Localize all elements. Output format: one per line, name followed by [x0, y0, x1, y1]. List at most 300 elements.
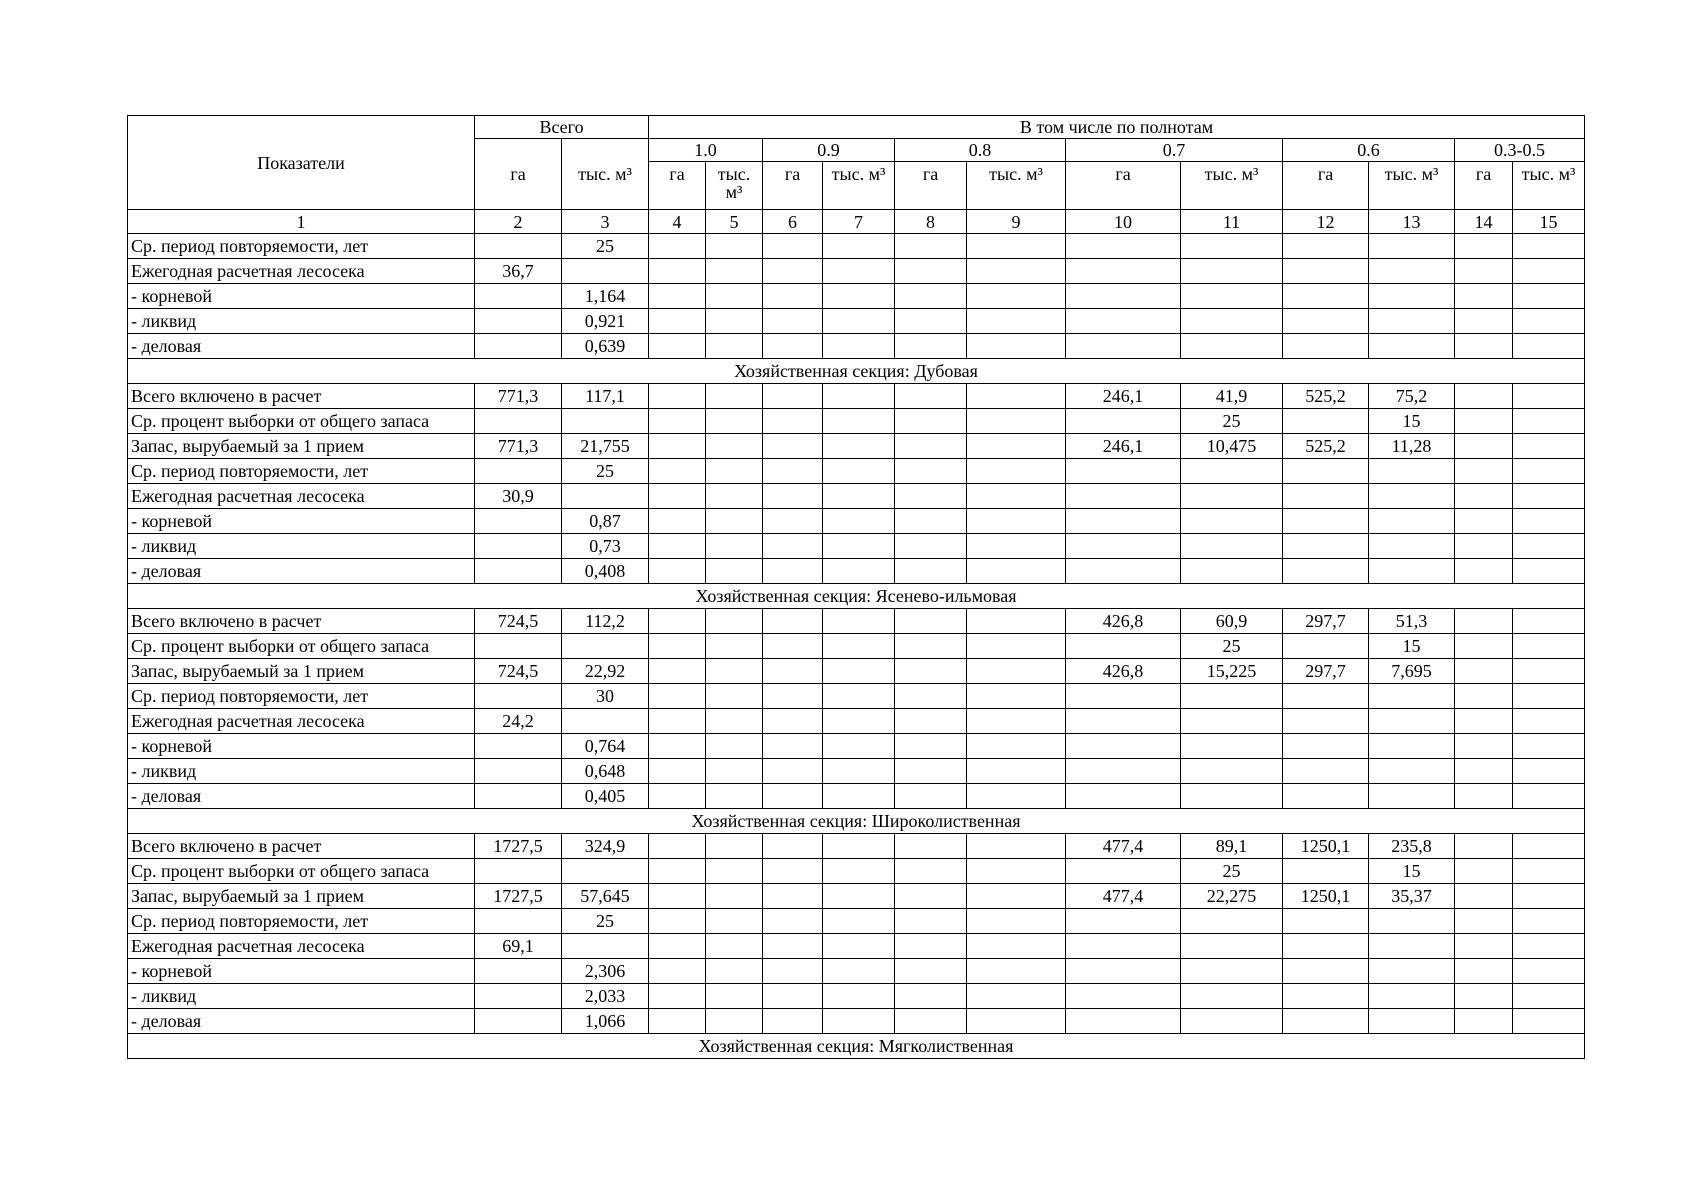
table-cell [1181, 759, 1283, 784]
section-title: Хозяйственная секция: Дубовая [128, 359, 1585, 384]
table-cell [649, 459, 706, 484]
header-by-density: В том числе по полнотам [649, 116, 1585, 139]
table-cell [1455, 434, 1513, 459]
table-cell: 30 [562, 684, 649, 709]
table-cell [763, 859, 823, 884]
row-label: - корневой [128, 284, 475, 309]
table-cell [823, 534, 895, 559]
table-cell: 246,1 [1066, 384, 1181, 409]
table-cell [649, 934, 706, 959]
table-cell [1066, 934, 1181, 959]
table-cell [823, 759, 895, 784]
table-cell [763, 784, 823, 809]
table-row [128, 884, 1585, 909]
table-cell [1513, 509, 1585, 534]
table-cell [475, 859, 562, 884]
table-cell [706, 434, 763, 459]
table-cell [562, 934, 649, 959]
table-cell: 35,37 [1369, 884, 1455, 909]
table-cell [763, 884, 823, 909]
table-cell [1455, 234, 1513, 259]
table-cell [763, 684, 823, 709]
table-cell: 25 [1181, 859, 1283, 884]
table-cell [763, 634, 823, 659]
table-cell [1066, 984, 1181, 1009]
table-cell [1513, 734, 1585, 759]
table-cell [1455, 684, 1513, 709]
table-cell [706, 659, 763, 684]
row-label: - ликвид [128, 984, 475, 1009]
table-cell [475, 234, 562, 259]
table-cell [1513, 384, 1585, 409]
table-cell [895, 459, 967, 484]
table-cell [823, 384, 895, 409]
row-label: - ликвид [128, 759, 475, 784]
table-cell [1455, 784, 1513, 809]
table-cell [1283, 859, 1369, 884]
table-cell [1369, 259, 1455, 284]
table-cell [895, 609, 967, 634]
table-cell [1513, 409, 1585, 434]
table-cell [823, 884, 895, 909]
table-row [128, 709, 1585, 734]
header-group: 0.3-0.5 [1455, 139, 1585, 162]
table-cell: 89,1 [1181, 834, 1283, 859]
table-cell [1283, 559, 1369, 584]
table-cell [967, 634, 1066, 659]
table-cell [763, 484, 823, 509]
header-vsego: Всего [475, 116, 649, 139]
table-cell [763, 459, 823, 484]
table-cell [1181, 934, 1283, 959]
table-cell [1369, 759, 1455, 784]
table-cell [649, 334, 706, 359]
column-number: 12 [1283, 210, 1369, 234]
table-cell [1181, 909, 1283, 934]
table-cell [1283, 334, 1369, 359]
table-cell: 297,7 [1283, 659, 1369, 684]
table-cell [895, 234, 967, 259]
row-label: Всего включено в расчет [128, 609, 475, 634]
table-cell [763, 559, 823, 584]
table-cell [562, 409, 649, 434]
table-cell [967, 384, 1066, 409]
table-row [128, 459, 1585, 484]
table-cell [1369, 984, 1455, 1009]
table-cell [895, 909, 967, 934]
table-row [128, 634, 1585, 659]
table-cell [1181, 234, 1283, 259]
table-cell [967, 259, 1066, 284]
table-cell: 246,1 [1066, 434, 1181, 459]
table-row [128, 259, 1585, 284]
section-row [128, 584, 1585, 609]
table-cell [967, 834, 1066, 859]
column-number: 2 [475, 210, 562, 234]
table-cell [475, 1009, 562, 1034]
table-cell: 25 [562, 909, 649, 934]
table-cell [649, 634, 706, 659]
table-cell [823, 1009, 895, 1034]
table-cell [823, 909, 895, 934]
allowable-cut-table [127, 115, 1585, 1059]
table-cell [823, 859, 895, 884]
header-pokazateli: Показатели [128, 116, 475, 210]
table-cell [823, 334, 895, 359]
row-label: - корневой [128, 734, 475, 759]
table-cell [649, 509, 706, 534]
table-cell [967, 984, 1066, 1009]
header-sub: га [1283, 162, 1369, 210]
table-cell [823, 434, 895, 459]
table-cell [1455, 984, 1513, 1009]
table-cell [1066, 534, 1181, 559]
table-cell: 1727,5 [475, 884, 562, 909]
row-label: - деловая [128, 784, 475, 809]
table-cell [823, 409, 895, 434]
table-cell [706, 384, 763, 409]
table-cell [1181, 309, 1283, 334]
table-cell [1455, 459, 1513, 484]
table-cell: 0,921 [562, 309, 649, 334]
table-cell [706, 784, 763, 809]
table-cell: 0,405 [562, 784, 649, 809]
table-row [128, 559, 1585, 584]
table-cell [1369, 709, 1455, 734]
table-cell [1369, 784, 1455, 809]
table-cell [1513, 309, 1585, 334]
table-cell [1455, 634, 1513, 659]
table-cell [1455, 659, 1513, 684]
table-cell: 7,695 [1369, 659, 1455, 684]
table-cell [895, 859, 967, 884]
table-cell: 57,645 [562, 884, 649, 909]
table-cell [706, 859, 763, 884]
column-number: 9 [967, 210, 1066, 234]
table-cell [1513, 709, 1585, 734]
table-cell: 25 [562, 234, 649, 259]
table-cell [1513, 634, 1585, 659]
table-row [128, 284, 1585, 309]
section-title: Хозяйственная секция: Мягколиственная [128, 1034, 1585, 1059]
table-cell [1369, 734, 1455, 759]
table-cell [1513, 609, 1585, 634]
table-cell [823, 709, 895, 734]
table-cell [1181, 709, 1283, 734]
table-cell [1283, 959, 1369, 984]
section-row [128, 1034, 1585, 1059]
row-label: Ср. период повторяемости, лет [128, 459, 475, 484]
table-cell [967, 909, 1066, 934]
table-cell [649, 534, 706, 559]
section-row [128, 359, 1585, 384]
table-cell: 112,2 [562, 609, 649, 634]
table-cell [1181, 459, 1283, 484]
table-cell [706, 259, 763, 284]
table-cell [706, 559, 763, 584]
table-cell [1283, 484, 1369, 509]
header-sub: га [1066, 162, 1181, 210]
table-row [128, 659, 1585, 684]
table-cell [1283, 409, 1369, 434]
table-cell [895, 934, 967, 959]
row-label: - корневой [128, 959, 475, 984]
table-cell [1455, 384, 1513, 409]
header-group: 1.0 [649, 139, 763, 162]
table-cell [1181, 784, 1283, 809]
header-sub: тыс. м³ [823, 162, 895, 210]
table-cell [475, 734, 562, 759]
table-row [128, 734, 1585, 759]
table-cell [895, 409, 967, 434]
table-cell [967, 284, 1066, 309]
table-cell [895, 334, 967, 359]
table-cell [562, 259, 649, 284]
table-cell [649, 1009, 706, 1034]
table-cell: 235,8 [1369, 834, 1455, 859]
table-cell [967, 509, 1066, 534]
table-cell [967, 734, 1066, 759]
header-sub-tys-m3: тыс. м³ [562, 139, 649, 210]
table-cell [1513, 284, 1585, 309]
table-cell [1181, 484, 1283, 509]
column-number: 4 [649, 210, 706, 234]
table-cell [967, 434, 1066, 459]
table-cell [823, 834, 895, 859]
table-cell: 1250,1 [1283, 834, 1369, 859]
table-cell [895, 559, 967, 584]
table-cell [895, 784, 967, 809]
table-cell [1369, 309, 1455, 334]
table-cell [1513, 859, 1585, 884]
table-cell [1066, 484, 1181, 509]
table-cell [649, 309, 706, 334]
table-cell [967, 309, 1066, 334]
header-sub: га [763, 162, 823, 210]
table-cell [706, 959, 763, 984]
table-cell [895, 734, 967, 759]
table-cell [1369, 684, 1455, 709]
table-cell [823, 934, 895, 959]
table-cell [967, 859, 1066, 884]
table-cell [763, 734, 823, 759]
table-cell [967, 709, 1066, 734]
table-cell [763, 384, 823, 409]
table-cell [1283, 1009, 1369, 1034]
table-cell [649, 409, 706, 434]
table-cell [1455, 909, 1513, 934]
table-cell [823, 684, 895, 709]
table-cell [1369, 509, 1455, 534]
table-cell [1513, 259, 1585, 284]
table-cell [823, 609, 895, 634]
table-cell [649, 559, 706, 584]
column-number: 10 [1066, 210, 1181, 234]
table-cell [895, 509, 967, 534]
table-cell: 477,4 [1066, 884, 1181, 909]
table-cell [763, 709, 823, 734]
table-cell [1066, 734, 1181, 759]
table-cell [475, 534, 562, 559]
header-sub-ga: га [475, 139, 562, 210]
table-cell [895, 684, 967, 709]
table-row [128, 509, 1585, 534]
table-row [128, 784, 1585, 809]
table-cell [475, 634, 562, 659]
header-group: 0.8 [895, 139, 1066, 162]
table-cell [1066, 859, 1181, 884]
table-cell [1369, 284, 1455, 309]
table-cell [763, 309, 823, 334]
table-cell [967, 1009, 1066, 1034]
header-group: 0.9 [763, 139, 895, 162]
table-cell [649, 734, 706, 759]
table-cell [967, 684, 1066, 709]
column-number: 14 [1455, 210, 1513, 234]
table-cell [895, 884, 967, 909]
table-cell [1283, 284, 1369, 309]
table-cell [649, 709, 706, 734]
table-cell: 297,7 [1283, 609, 1369, 634]
table-cell [895, 959, 967, 984]
table-cell: 51,3 [1369, 609, 1455, 634]
table-cell: 724,5 [475, 659, 562, 684]
table-cell [649, 384, 706, 409]
table-body [128, 234, 1585, 1059]
table-cell [823, 234, 895, 259]
table-cell [1181, 984, 1283, 1009]
table-cell [562, 859, 649, 884]
row-label: Ежегодная расчетная лесосека [128, 709, 475, 734]
table-cell [823, 284, 895, 309]
table-cell [1455, 609, 1513, 634]
row-label: - деловая [128, 334, 475, 359]
table-cell [823, 309, 895, 334]
table-cell: 0,639 [562, 334, 649, 359]
table-cell: 525,2 [1283, 434, 1369, 459]
table-cell [967, 409, 1066, 434]
table-cell [706, 984, 763, 1009]
table-cell [1455, 409, 1513, 434]
table-cell [763, 409, 823, 434]
table-cell [763, 1009, 823, 1034]
table-cell [562, 709, 649, 734]
table-cell [1369, 234, 1455, 259]
table-cell [823, 734, 895, 759]
table-cell [1066, 759, 1181, 784]
table-cell [1513, 484, 1585, 509]
table-cell [1283, 709, 1369, 734]
table-cell [1513, 334, 1585, 359]
table-cell [967, 559, 1066, 584]
table-cell [649, 784, 706, 809]
table-cell [895, 484, 967, 509]
table-cell [706, 234, 763, 259]
table-cell: 1250,1 [1283, 884, 1369, 909]
header-sub: тыс. м³ [1513, 162, 1585, 210]
table-cell: 36,7 [475, 259, 562, 284]
table-cell [475, 409, 562, 434]
table-cell [823, 959, 895, 984]
table-cell [1455, 309, 1513, 334]
table-cell [763, 959, 823, 984]
table-cell: 24,2 [475, 709, 562, 734]
column-number: 7 [823, 210, 895, 234]
table-header [128, 116, 1585, 234]
table-cell: 771,3 [475, 384, 562, 409]
table-cell [1455, 559, 1513, 584]
table-cell [1513, 659, 1585, 684]
table-cell [1513, 684, 1585, 709]
table-cell [967, 534, 1066, 559]
table-cell [1283, 759, 1369, 784]
row-label: Ежегодная расчетная лесосека [128, 259, 475, 284]
table-row [128, 309, 1585, 334]
table-cell [1369, 484, 1455, 509]
row-label: - ликвид [128, 309, 475, 334]
table-row [128, 984, 1585, 1009]
column-number: 5 [706, 210, 763, 234]
section-title: Хозяйственная секция: Широколиственная [128, 809, 1585, 834]
table-cell: 426,8 [1066, 609, 1181, 634]
table-cell [1369, 1009, 1455, 1034]
section-row [128, 809, 1585, 834]
table-cell [649, 984, 706, 1009]
table-cell: 25 [562, 459, 649, 484]
table-cell [475, 509, 562, 534]
table-cell [1455, 509, 1513, 534]
table-cell [967, 934, 1066, 959]
row-label: Запас, вырубаемый за 1 прием [128, 884, 475, 909]
row-label: Ежегодная расчетная лесосека [128, 934, 475, 959]
table-cell [706, 734, 763, 759]
table-cell [1066, 234, 1181, 259]
table-cell: 2,033 [562, 984, 649, 1009]
table-cell [895, 709, 967, 734]
table-cell: 477,4 [1066, 834, 1181, 859]
table-cell: 426,8 [1066, 659, 1181, 684]
table-cell [1066, 309, 1181, 334]
table-cell [706, 609, 763, 634]
row-label: Ср. период повторяемости, лет [128, 234, 475, 259]
table-cell [763, 759, 823, 784]
table-cell: 75,2 [1369, 384, 1455, 409]
table-cell [1513, 534, 1585, 559]
table-row [128, 834, 1585, 859]
table-cell [1455, 859, 1513, 884]
table-cell [1066, 909, 1181, 934]
table-cell [1181, 559, 1283, 584]
table-cell [1066, 559, 1181, 584]
table-cell [763, 609, 823, 634]
row-label: Ср. процент выборки от общего запаса [128, 859, 475, 884]
table-cell [1181, 734, 1283, 759]
row-label: Запас, вырубаемый за 1 прием [128, 659, 475, 684]
table-cell [1455, 759, 1513, 784]
table-cell [763, 259, 823, 284]
table-cell [1513, 884, 1585, 909]
table-cell [706, 909, 763, 934]
table-cell [1455, 834, 1513, 859]
table-row [128, 934, 1585, 959]
table-cell: 0,408 [562, 559, 649, 584]
table-cell: 1,066 [562, 1009, 649, 1034]
column-number: 13 [1369, 210, 1455, 234]
table-cell [1283, 459, 1369, 484]
table-cell [1283, 509, 1369, 534]
table-cell [823, 459, 895, 484]
table-cell [1283, 259, 1369, 284]
